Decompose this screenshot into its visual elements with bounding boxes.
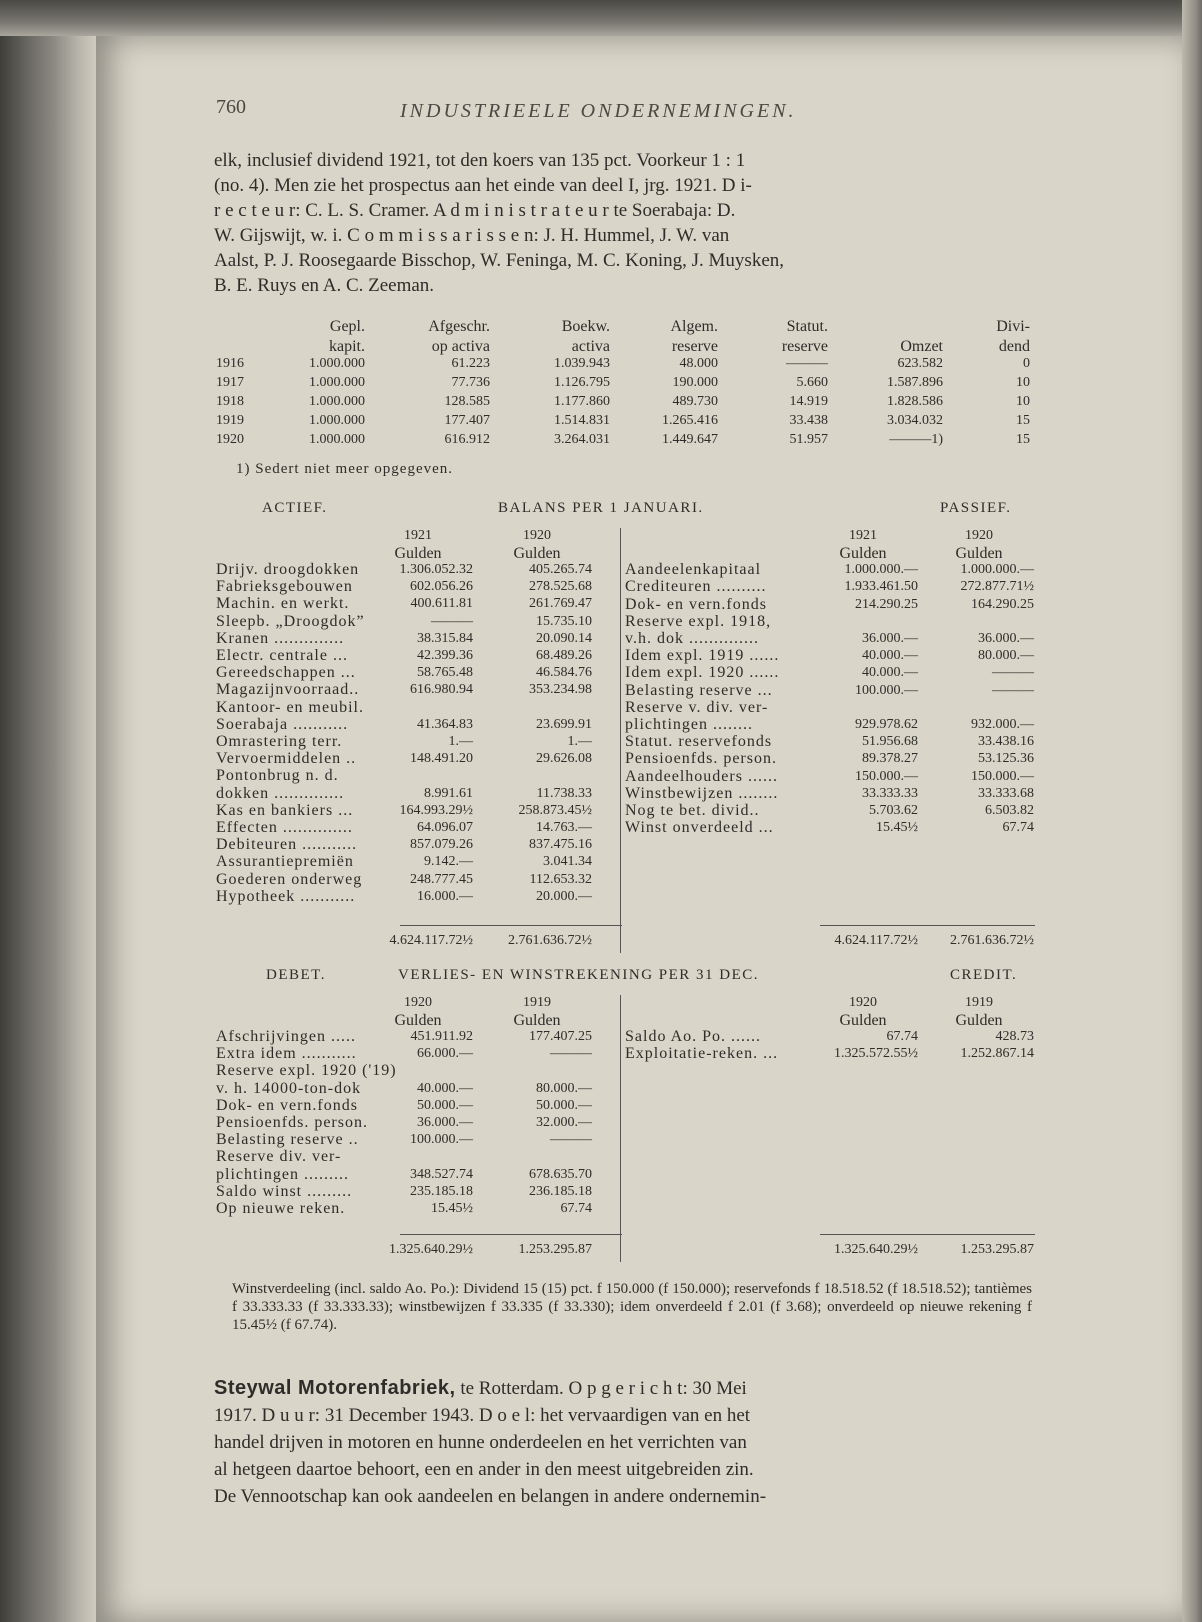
account-label: Kantoor- en meubil. [216,698,364,716]
account-value: 1.252.867.14 [960,1046,1034,1062]
account-value: 67.74 [1002,820,1034,836]
account-value: 1.933.461.50 [844,579,918,595]
table-cell: 1.177.860 [554,394,610,409]
column-header: reserve [671,338,718,355]
section-right-title: CREDIT. [950,967,1018,983]
account-value: ——— [992,665,1034,681]
account-value: 15.735.10 [536,613,592,629]
account-value: 32.000.— [536,1115,592,1130]
account-value: 38.315.84 [417,630,473,646]
account-label: Extra idem ........... [216,1045,357,1063]
unit-header: Gulden [394,1012,442,1029]
column-divider [620,995,621,1262]
section-left-title: ACTIEF. [262,500,328,516]
account-label: Kas en bankiers ... [216,801,354,819]
account-value: 405.265.74 [529,562,592,577]
account-label: plichtingen ......... [216,1165,349,1183]
account-value: 8.991.61 [424,785,473,801]
winstverdeeling-note: Winstverdeeling (incl. saldo Ao. Po.): Dividend 15 (15) pct. f 150.000 (f 150.000); reservefonds f 18.518.52 (f 18.518.52); tantièmes f 33.333.33 (f 33.333.33); winstbewijzen f 33.335 (f 33.330); idem onverdeeld f 2.01 (f 3.68); onverdeeld op nieuwe rekening f 15.45½ (f 67.74). [232,1281,1032,1333]
total-rule [820,925,1035,926]
total-value: 1.253.295.87 [960,1242,1034,1257]
column-header: Divi- [996,318,1030,335]
account-value: 150.000.— [971,768,1034,784]
total-value: 1.253.295.87 [518,1242,592,1257]
account-value: 278.525.68 [529,579,592,595]
column-header: op activa [431,338,490,355]
unit-header: Gulden [394,545,442,562]
account-label: Winst onverdeeld ... [625,819,774,837]
account-value: 11.738.33 [536,785,592,801]
table-cell: 489.730 [672,394,718,409]
total-value: 2.761.636.72½ [950,933,1034,948]
account-label: Crediteuren .......... [625,578,767,596]
account-value: 451.911.92 [410,1029,473,1044]
table-cell: ——— [786,356,828,371]
account-label: Pensioenfds. person. [216,1114,368,1131]
account-value: 353.234.98 [529,682,592,698]
account-value: 67.74 [886,1029,918,1044]
year-cell: 1918 [216,394,244,409]
year-header: 1919 [523,995,551,1010]
year-cell: 1919 [216,413,244,428]
account-label: Magazijnvoorraad.. [216,681,360,699]
account-value: 616.980.94 [410,682,473,698]
account-value: 258.873.45½ [518,802,592,818]
total-value: 2.761.636.72½ [508,933,592,948]
account-value: 400.611.81 [410,596,473,612]
account-value: 261.769.47 [529,596,592,612]
intro-line: W. Gijswijt, w. i. C o m m i s s a r i s s e n: J. H. Hummel, J. W. van [214,225,730,246]
account-label: Assurantiepremiën [216,853,354,871]
section-title: BALANS PER 1 JANUARI. [498,500,704,516]
total-value: 1.325.640.29½ [389,1242,473,1257]
table-cell: 0 [1023,356,1030,371]
running-title: INDUSTRIEELE ONDERNEMINGEN. [400,100,797,122]
year-header: 1920 [404,995,432,1010]
account-value: 15.45½ [431,1201,473,1216]
table-cell: 51.957 [789,432,828,447]
account-value: 58.765.48 [417,665,473,681]
account-value: ——— [431,613,473,629]
account-label: Kranen .............. [216,629,345,647]
steywal-line [214,1375,1034,1402]
account-value: 177.407.25 [529,1029,592,1044]
table-cell: ———1) [889,432,943,447]
account-value: 164.993.29½ [399,802,473,818]
account-value: 837.475.16 [529,837,592,853]
column-header: reserve [781,338,828,355]
total-value: 4.624.117.72½ [389,933,473,948]
account-value: 214.290.25 [855,596,918,612]
account-value: 164.290.25 [971,596,1034,612]
account-value: 29.626.08 [536,751,592,767]
table-cell: 14.919 [789,394,828,409]
column-header: kapit. [329,338,365,355]
table-cell: 48.000 [679,356,718,371]
year-header: 1920 [965,528,993,543]
account-value: 40.000.— [862,648,918,664]
account-label: Hypotheek ........... [216,887,356,905]
table-cell: 1.828.586 [887,394,943,409]
account-label: Saldo Ao. Po. ...... [625,1028,762,1045]
account-label: Drijv. droogdokken [216,561,360,578]
account-value: ——— [992,682,1034,698]
column-header: Gepl. [329,318,365,335]
account-label: Dok- en vern.fonds [625,595,767,613]
account-value: 100.000.— [410,1132,473,1148]
account-value: 16.000.— [417,888,473,904]
account-value: 678.635.70 [529,1166,592,1182]
account-value: 67.74 [560,1201,592,1216]
table-cell: 190.000 [672,375,718,390]
column-header: Omzet [900,338,943,355]
unit-header: Gulden [513,545,561,562]
table-cell: 1.265.416 [662,413,718,428]
account-label: Effecten .............. [216,819,353,836]
account-label: Idem expl. 1919 ...... [625,647,780,665]
account-value: 36.000.— [417,1115,473,1130]
company-name: Steywal Motorenfabriek, [214,1377,456,1399]
account-label: plichtingen ........ [625,716,753,733]
account-value: 33.333.68 [978,785,1034,801]
account-label: Omrastering terr. [216,733,343,750]
account-label: Afschrijvingen ..... [216,1028,356,1045]
account-label: Debiteuren ........... [216,836,358,854]
account-value: 236.185.18 [529,1183,592,1199]
account-value: 112.653.32 [529,871,592,887]
account-label: Fabrieksgebouwen [216,578,353,596]
account-value: 46.584.76 [536,665,592,681]
account-value: 50.000.— [536,1097,592,1113]
column-header: Afgeschr. [428,318,490,335]
year-header: 1921 [849,528,877,543]
year-header: 1920 [849,995,877,1010]
account-value: 100.000.— [855,682,918,698]
column-header: Boekw. [561,318,610,335]
account-value: 6.503.82 [985,803,1034,818]
account-value: 348.527.74 [410,1166,473,1182]
account-value: 248.777.45 [410,871,473,887]
column-header: dend [998,338,1030,355]
account-value: 42.399.36 [417,648,473,663]
account-value: 50.000.— [417,1097,473,1113]
column-header: Algem. [670,318,718,335]
account-label: Statut. reservefonds [625,733,773,751]
account-value: 3.041.34 [543,854,592,870]
account-value: 235.185.18 [410,1183,473,1199]
table-cell: 1.000.000 [309,394,365,409]
total-rule [820,1234,1035,1235]
intro-line: r e c t e u r: C. L. S. Cramer. A d m i n i s t r a t e u r te Soerabaja: D. [214,200,736,221]
account-value: 9.142.— [424,854,473,870]
table-cell: 128.585 [444,394,490,409]
table-cell: 77.736 [451,375,490,390]
account-value: ——— [550,1132,592,1148]
column-header: activa [571,338,610,355]
steywal-line: De Vennootschap kan ook aandeelen en belangen in andere ondernemin- [214,1486,767,1507]
account-value: 33.333.33 [862,785,918,801]
account-value: 36.000.— [978,631,1034,646]
year-header: 1920 [523,528,551,543]
table-cell: 3.264.031 [554,432,610,447]
account-label: Reserve v. div. ver- [625,698,769,716]
account-value: 932.000.— [971,717,1034,732]
account-label: Pontonbrug n. d. [216,767,339,785]
account-value: ——— [550,1046,592,1062]
table-cell: 15 [1016,413,1030,428]
section-left-title: DEBET. [266,967,326,983]
account-value: 80.000.— [978,648,1034,664]
account-label: Winstbewijzen ........ [625,784,779,802]
account-label: dokken .............. [216,784,345,802]
page-top-edge [0,0,1202,36]
table-cell: 15 [1016,432,1030,447]
account-label: Reserve div. ver- [216,1148,342,1166]
account-label: Reserve expl. 1918, [625,612,772,630]
account-value: 272.877.71½ [960,579,1034,595]
account-label: Belasting reserve .. [216,1131,359,1149]
account-value: 602.056.26 [410,579,473,595]
account-value: 1.000.000.— [960,562,1034,578]
table-cell: 1.587.896 [887,375,943,390]
unit-header: Gulden [513,1012,561,1029]
total-value: 4.624.117.72½ [834,933,918,948]
section-right-title: PASSIEF. [940,500,1012,516]
account-label: v.h. dok .............. [625,630,759,647]
account-value: 20.000.— [536,888,592,904]
account-label: Electr. centrale ... [216,647,348,664]
page-number: 760 [216,96,246,118]
account-label: Vervoermiddelen .. [216,750,357,768]
account-value: 929.978.62 [855,717,918,732]
account-label: Sleepb. „Droogdok” [216,612,365,630]
account-label: Reserve expl. 1920 ('19) [216,1062,397,1080]
total-rule [400,925,622,926]
account-value: 857.079.26 [410,837,473,853]
year-cell: 1916 [216,356,244,371]
account-label: Exploitatie-reken. ... [625,1045,779,1063]
table-cell: 1.449.647 [662,432,718,447]
column-header: Statut. [786,318,828,335]
account-value: 64.096.07 [417,820,473,835]
account-value: 89.378.27 [862,751,918,767]
account-value: 41.364.83 [417,716,473,732]
table-cell: 3.034.032 [887,413,943,428]
unit-header: Gulden [955,1012,1003,1029]
unit-header: Gulden [839,1012,887,1029]
steywal-paragraph [214,1375,1034,1510]
account-label: Saldo winst ......... [216,1182,353,1200]
account-label: Pensioenfds. person. [625,750,777,768]
table-cell: 1.514.831 [554,413,610,428]
account-value: 15.45½ [876,820,918,836]
account-label: Aandeelenkapitaal [625,561,762,579]
account-label: Op nieuwe reken. [216,1200,346,1217]
account-label: Aandeelhouders ...... [625,767,778,785]
account-label: Dok- en vern.fonds [216,1096,358,1114]
account-label: Machin. en werkt. [216,595,350,613]
total-value: 1.325.640.29½ [834,1242,918,1257]
account-value: 1.306.052.32 [399,562,473,577]
account-value: 66.000.— [417,1046,473,1062]
account-value: 80.000.— [536,1080,592,1096]
account-value: 1.000.000.— [844,562,918,578]
account-value: 33.438.16 [978,734,1034,750]
account-value: 150.000.— [855,768,918,784]
account-value: 53.125.36 [978,751,1034,767]
book-spine [0,0,96,1622]
total-rule [400,1234,622,1235]
year-header: 1919 [965,995,993,1010]
account-value: 40.000.— [417,1080,473,1096]
steywal-line: al hetgeen daartoe behoort, een en ander in den meest uitgebreiden zin. [214,1459,754,1480]
account-value: 148.491.20 [410,751,473,767]
steywal-line-text: te Rotterdam. O p g e r i c h t: 30 Mei [455,1378,747,1399]
account-value: 36.000.— [862,631,918,646]
account-label: Nog te bet. divid.. [625,802,760,819]
account-value: 40.000.— [862,665,918,681]
account-label: Soerabaja ........... [216,715,349,733]
steywal-line: 1917. D u u r: 31 December 1943. D o e l: het vervaardigen van en het [214,1405,751,1426]
table-cell: 5.660 [796,375,828,390]
account-value: 14.763.— [536,820,592,835]
intro-paragraph [214,148,1034,298]
intro-line: Aalst, P. J. Roosegaarde Bisschop, W. Feninga, M. C. Koning, J. Muysken, [214,250,784,271]
table-cell: 61.223 [451,356,490,371]
table-cell: 1.000.000 [309,432,365,447]
section-title: VERLIES- EN WINSTREKENING PER 31 DEC. [398,967,760,983]
table-cell: 177.407 [444,413,490,428]
table-cell: 1.000.000 [309,375,365,390]
table-cell: 10 [1016,394,1030,409]
account-value: 20.090.14 [536,630,592,646]
unit-header: Gulden [839,545,887,562]
account-value: 23.699.91 [536,716,592,732]
table-cell: 1.126.795 [554,375,610,390]
intro-line: elk, inclusief dividend 1921, tot den koers van 135 pct. Voorkeur 1 : 1 [214,150,746,171]
table-cell: 1.000.000 [309,356,365,371]
account-label: Belasting reserve ... [625,681,773,699]
table-cell: 33.438 [789,413,828,428]
account-value: 5.703.62 [869,803,918,818]
account-value: 428.73 [995,1029,1034,1044]
intro-line: (no. 4). Men zie het prospectus aan het einde van deel I, jrg. 1921. D i- [214,175,752,196]
year-cell: 1917 [216,375,244,390]
table-cell: 1.000.000 [309,413,365,428]
intro-line: B. E. Ruys en A. C. Zeeman. [214,275,435,296]
table-cell: 1.039.943 [554,356,610,371]
year-header: 1921 [404,528,432,543]
account-label: v. h. 14000-ton-dok [216,1079,362,1097]
account-label: Goederen onderweg [216,870,363,888]
unit-header: Gulden [955,545,1003,562]
account-label: Gereedschappen ... [216,664,356,682]
column-divider [620,528,621,953]
account-value: 51.956.68 [862,734,918,750]
account-value: 1.— [567,734,592,749]
page-right-edge [1182,0,1202,1622]
account-label: Idem expl. 1920 ...... [625,664,780,682]
account-value: 1.— [448,734,473,749]
table-footnote: 1) Sedert niet meer opgegeven. [236,461,454,477]
table-cell: 616.912 [444,432,490,447]
table-cell: 10 [1016,375,1030,390]
account-value: 1.325.572.55½ [834,1046,918,1062]
steywal-line: handel drijven in motoren en hunne onderdeelen en het verrichten van [214,1432,747,1453]
year-cell: 1920 [216,432,244,447]
table-cell: 623.582 [897,356,943,371]
account-value: 68.489.26 [536,648,592,663]
